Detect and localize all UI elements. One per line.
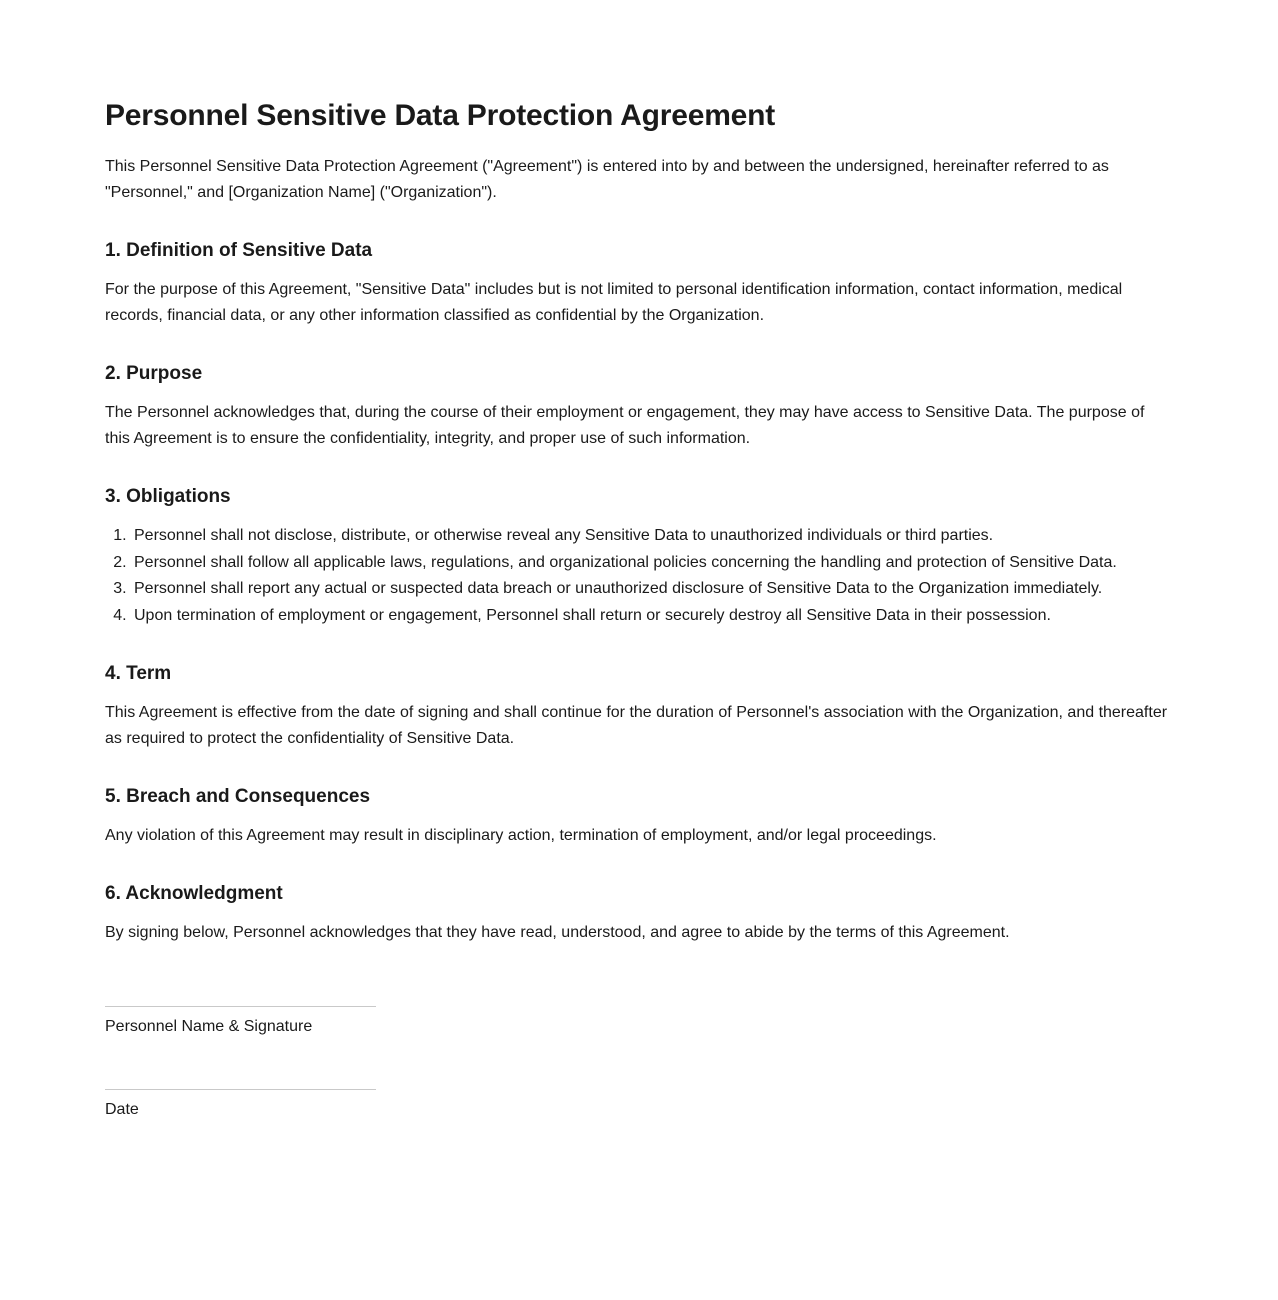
section-purpose bbox=[105, 361, 1173, 452]
obligation-item-3: 3. Personnel shall report any actual or suspected data breach or unauthorized disclosure of Sensitive Data to the Organization immediately. bbox=[131, 576, 1173, 603]
document-page bbox=[105, 0, 1173, 1300]
signature-block-date bbox=[105, 1089, 376, 1120]
section-body-definition: For the purpose of this Agreement, "Sensitive Data" includes but is not limited to personal identification information, contact information, medical records, financial data, or any other information classified as confidential by the Organization. bbox=[105, 281, 1123, 324]
obligation-item-1: 1. Personnel shall not disclose, distribute, or otherwise reveal any Sensitive Data to unauthorized individuals or third parties. bbox=[131, 523, 1173, 550]
section-body-purpose: The Personnel acknowledges that, during the course of their employment or engagement, they may have access to Sensitive Data. The purpose of this Agreement is to ensure the confidentiality, integrity, and proper use of such information. bbox=[105, 404, 1145, 447]
section-heading-obligations: 3. Obligations bbox=[105, 486, 231, 507]
section-heading-acknowledgment: 6. Acknowledgment bbox=[105, 883, 283, 904]
section-obligations bbox=[105, 484, 1173, 629]
obligations-list bbox=[105, 523, 1173, 629]
signature-label-personnel: Personnel Name & Signature bbox=[105, 1018, 313, 1035]
section-body-term: This Agreement is effective from the date of signing and shall continue for the duration of Personnel's association with the Organization, and thereafter as required to protect the confidentiality of Sensitive Data. bbox=[105, 704, 1168, 747]
section-acknowledgment bbox=[105, 881, 1173, 946]
section-definition bbox=[105, 238, 1173, 329]
obligation-item-2: 2. Personnel shall follow all applicable laws, regulations, and organizational policies concerning the handling and protection of Sensitive Data. bbox=[131, 550, 1173, 577]
signature-label-date: Date bbox=[105, 1101, 139, 1118]
section-heading-definition: 1. Definition of Sensitive Data bbox=[105, 240, 373, 261]
section-body-breach: Any violation of this Agreement may result in disciplinary action, termination of employment, and/or legal proceedings. bbox=[105, 827, 937, 844]
section-body-acknowledgment: By signing below, Personnel acknowledges that they have read, understood, and agree to abide by the terms of this Agreement. bbox=[105, 924, 1010, 941]
section-heading-purpose: 2. Purpose bbox=[105, 363, 203, 384]
section-term bbox=[105, 661, 1173, 752]
section-heading-breach: 5. Breach and Consequences bbox=[105, 786, 371, 807]
section-heading-term: 4. Term bbox=[105, 663, 172, 684]
section-breach bbox=[105, 784, 1173, 849]
signature-block-personnel bbox=[105, 1006, 376, 1037]
intro-paragraph: This Personnel Sensitive Data Protection Agreement ("Agreement") is entered into by and between the undersigned, hereinafter referred to as "Personnel," and [Organization Name] ("Organization"). bbox=[105, 158, 1109, 201]
document-title: Personnel Sensitive Data Protection Agreement bbox=[105, 99, 776, 132]
obligation-item-4: 4. Upon termination of employment or engagement, Personnel shall return or securely destroy all Sensitive Data in their possession. bbox=[131, 603, 1173, 630]
